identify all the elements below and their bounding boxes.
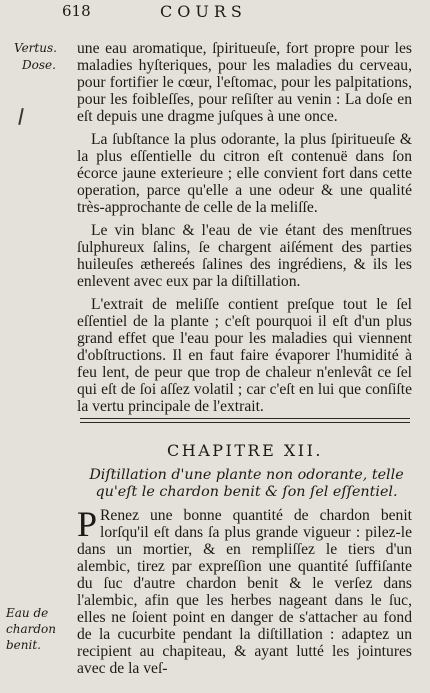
- running-head: COURS: [160, 2, 247, 21]
- margin-note-line-2: chardon: [6, 622, 56, 636]
- chapter-heading: CHAPITRE XII.: [167, 441, 323, 460]
- margin-note-eau-de-chardon: [6, 605, 78, 653]
- drop-cap: P: [77, 504, 98, 544]
- body-text: [77, 40, 412, 415]
- page-header: [0, 2, 430, 22]
- chapter-paragraph: Renez une bonne quantité de chardon benit lorſqu'il eſt dans ſa plus grande vigueur : pilez-le dans un mortier, & en rempliſſez le tiers d'un alembic, tirez par expreſſion une quantité ſuffiſante du ſuc d'autre chardon benit & le verſez dans l'alembic, afin que les herbes nageant dans le ſuc, elles ne ſoient point en danger de s'attacher au fond de la cucurbite pendant la diſtillation : adaptez un recipient au chapiteau, & ayant lutté les jointures avec de la veſ-: [77, 507, 412, 677]
- page-number: 618: [62, 2, 91, 20]
- margin-note-line-3: benit.: [6, 638, 41, 652]
- chapter-text: [77, 504, 412, 677]
- margin-pen-mark: [18, 108, 23, 125]
- margin-note-line-1: Eau de: [6, 606, 49, 620]
- section-rule-thin: [80, 422, 410, 423]
- paragraph-2: La ſubſtance la plus odorante, la plus ſpiritueuſe & la plus eſſentielle du citron eſt contenuë dans ſon écorce jaune exterieure ; elle convient fort dans cette operation, parce qu'elle a une odeur & une qualité très-approchante de celle de la meliſſe.: [77, 131, 412, 216]
- paragraph-3: Le vin blanc & l'eau de vie étant des menſtrues ſulphureux ſalins, ſe chargent aiſément des parties huileuſes æthereés ſalines des ingrédiens, & ils les enlevent avec eux par la diſtillation.: [77, 222, 412, 290]
- margin-note-vertus: Vertus.: [14, 41, 57, 55]
- section-rule-thick: [80, 418, 410, 419]
- paragraph-1: une eau aromatique, ſpiritueuſe, fort propre pour les maladies hyſteriques, pour les maladies du cerveau, pour fortifier le cœur, l'eſtomac, pour les palpitations, pour les foibleſſes, pour reſiſter au venin : La doſe en eſt depuis une dragme juſques à une once.: [77, 40, 412, 125]
- paragraph-4: L'extrait de meliſſe contient preſque tout le ſel eſſentiel de la plante ; c'eſt pourquoi il eſt d'un plus grand effet que l'eau pour les maladies qui viennent d'obſtructions. Il en faut faire évaporer l'humidité à feu lent, de peur que trop de chaleur n'enlevât ce ſel qui eſt de ſoi aſſez volatil ; car c'eſt en lui que conſiſte la vertu principale de l'extrait.: [77, 296, 412, 415]
- margin-note-dose: Dose.: [22, 58, 56, 72]
- chapter-subtitle: Diſtillation d'une plante non odorante, telle qu'eſt le chardon benit & ſon ſel eſſentiel.: [89, 467, 404, 500]
